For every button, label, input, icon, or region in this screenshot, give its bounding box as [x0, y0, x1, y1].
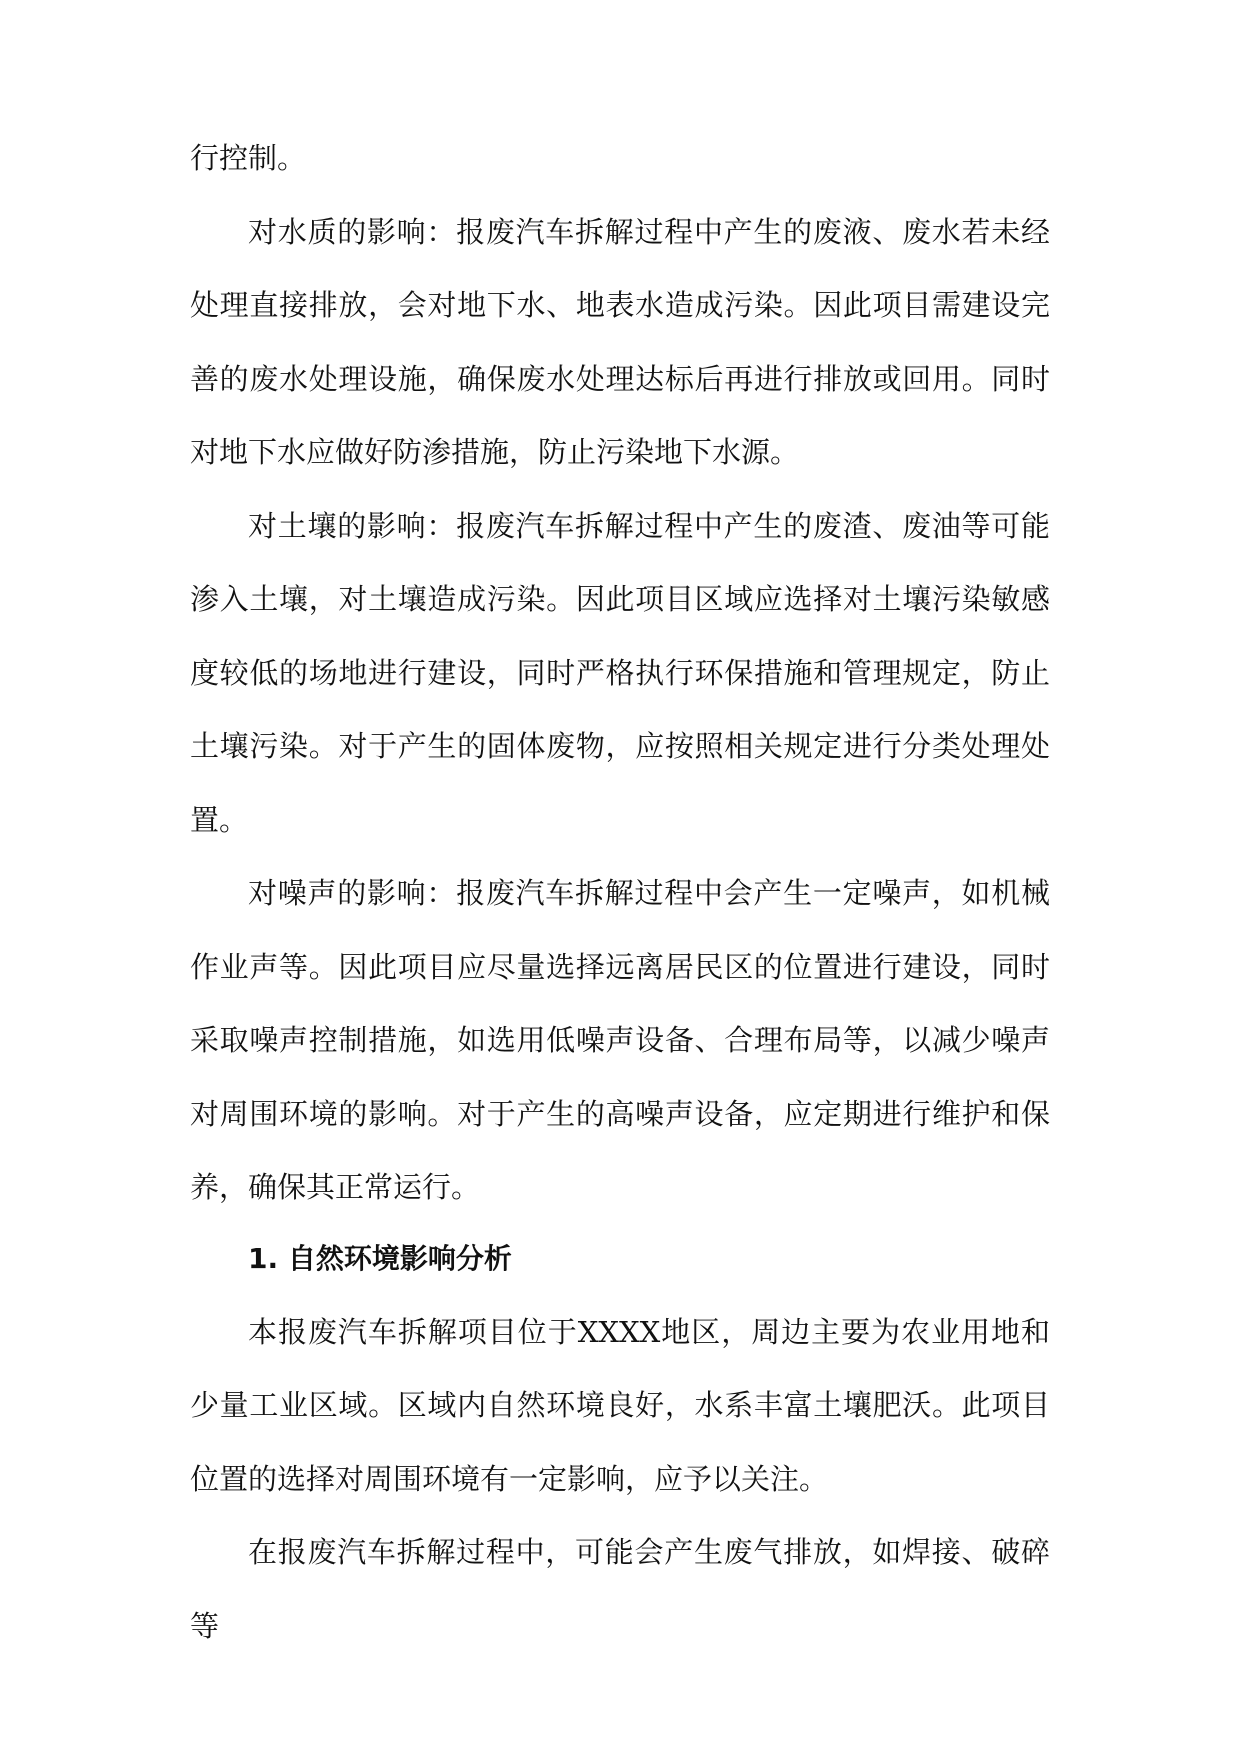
emission-paragraph: 在报废汽车拆解过程中，可能会产生废气排放，如焊接、破碎等 [190, 1535, 1050, 1643]
text-block-upper [190, 122, 1050, 1225]
section-heading: 1. 自然环境影响分析 [248, 1242, 512, 1275]
noise-impact-paragraph: 对噪声的影响：报废汽车拆解过程中会产生一定噪声，如机械作业声等。因此项目应尽量选择远离居民区的位置进行建设，同时采取噪声控制措施，如选用低噪声设备、合理布局等，以减少噪声对周围环境的影响。对于产生的高噪声设备，应定期进行维护和保养，确保其正常运行。 [190, 876, 1050, 1204]
continuation-text: 行控制。 [190, 141, 307, 175]
water-impact-paragraph: 对水质的影响：报废汽车拆解过程中产生的废液、废水若未经处理直接排放，会对地下水、地表水造成污染。因此项目需建设完善的废水处理设施，确保废水处理达标后再进行排放或回用。同时对地下水应做好防渗措施，防止污染地下水源。 [190, 214, 1050, 469]
location-paragraph: 本报废汽车拆解项目位于XXXX地区，周边主要为农业用地和少量工业区域。区域内自然环境良好，水系丰富土壤肥沃。此项目位置的选择对周围环境有一定影响，应予以关注。 [190, 1314, 1050, 1496]
text-block-lower [190, 1222, 1050, 1663]
soil-impact-paragraph: 对土壤的影响：报废汽车拆解过程中产生的废渣、废油等可能渗入土壤，对土壤造成污染。因此项目区域应选择对土壤污染敏感度较低的场地进行建设，同时严格执行环保措施和管理规定，防止土壤污染。对于产生的固体废物，应按照相关规定进行分类处理处置。 [190, 508, 1050, 837]
